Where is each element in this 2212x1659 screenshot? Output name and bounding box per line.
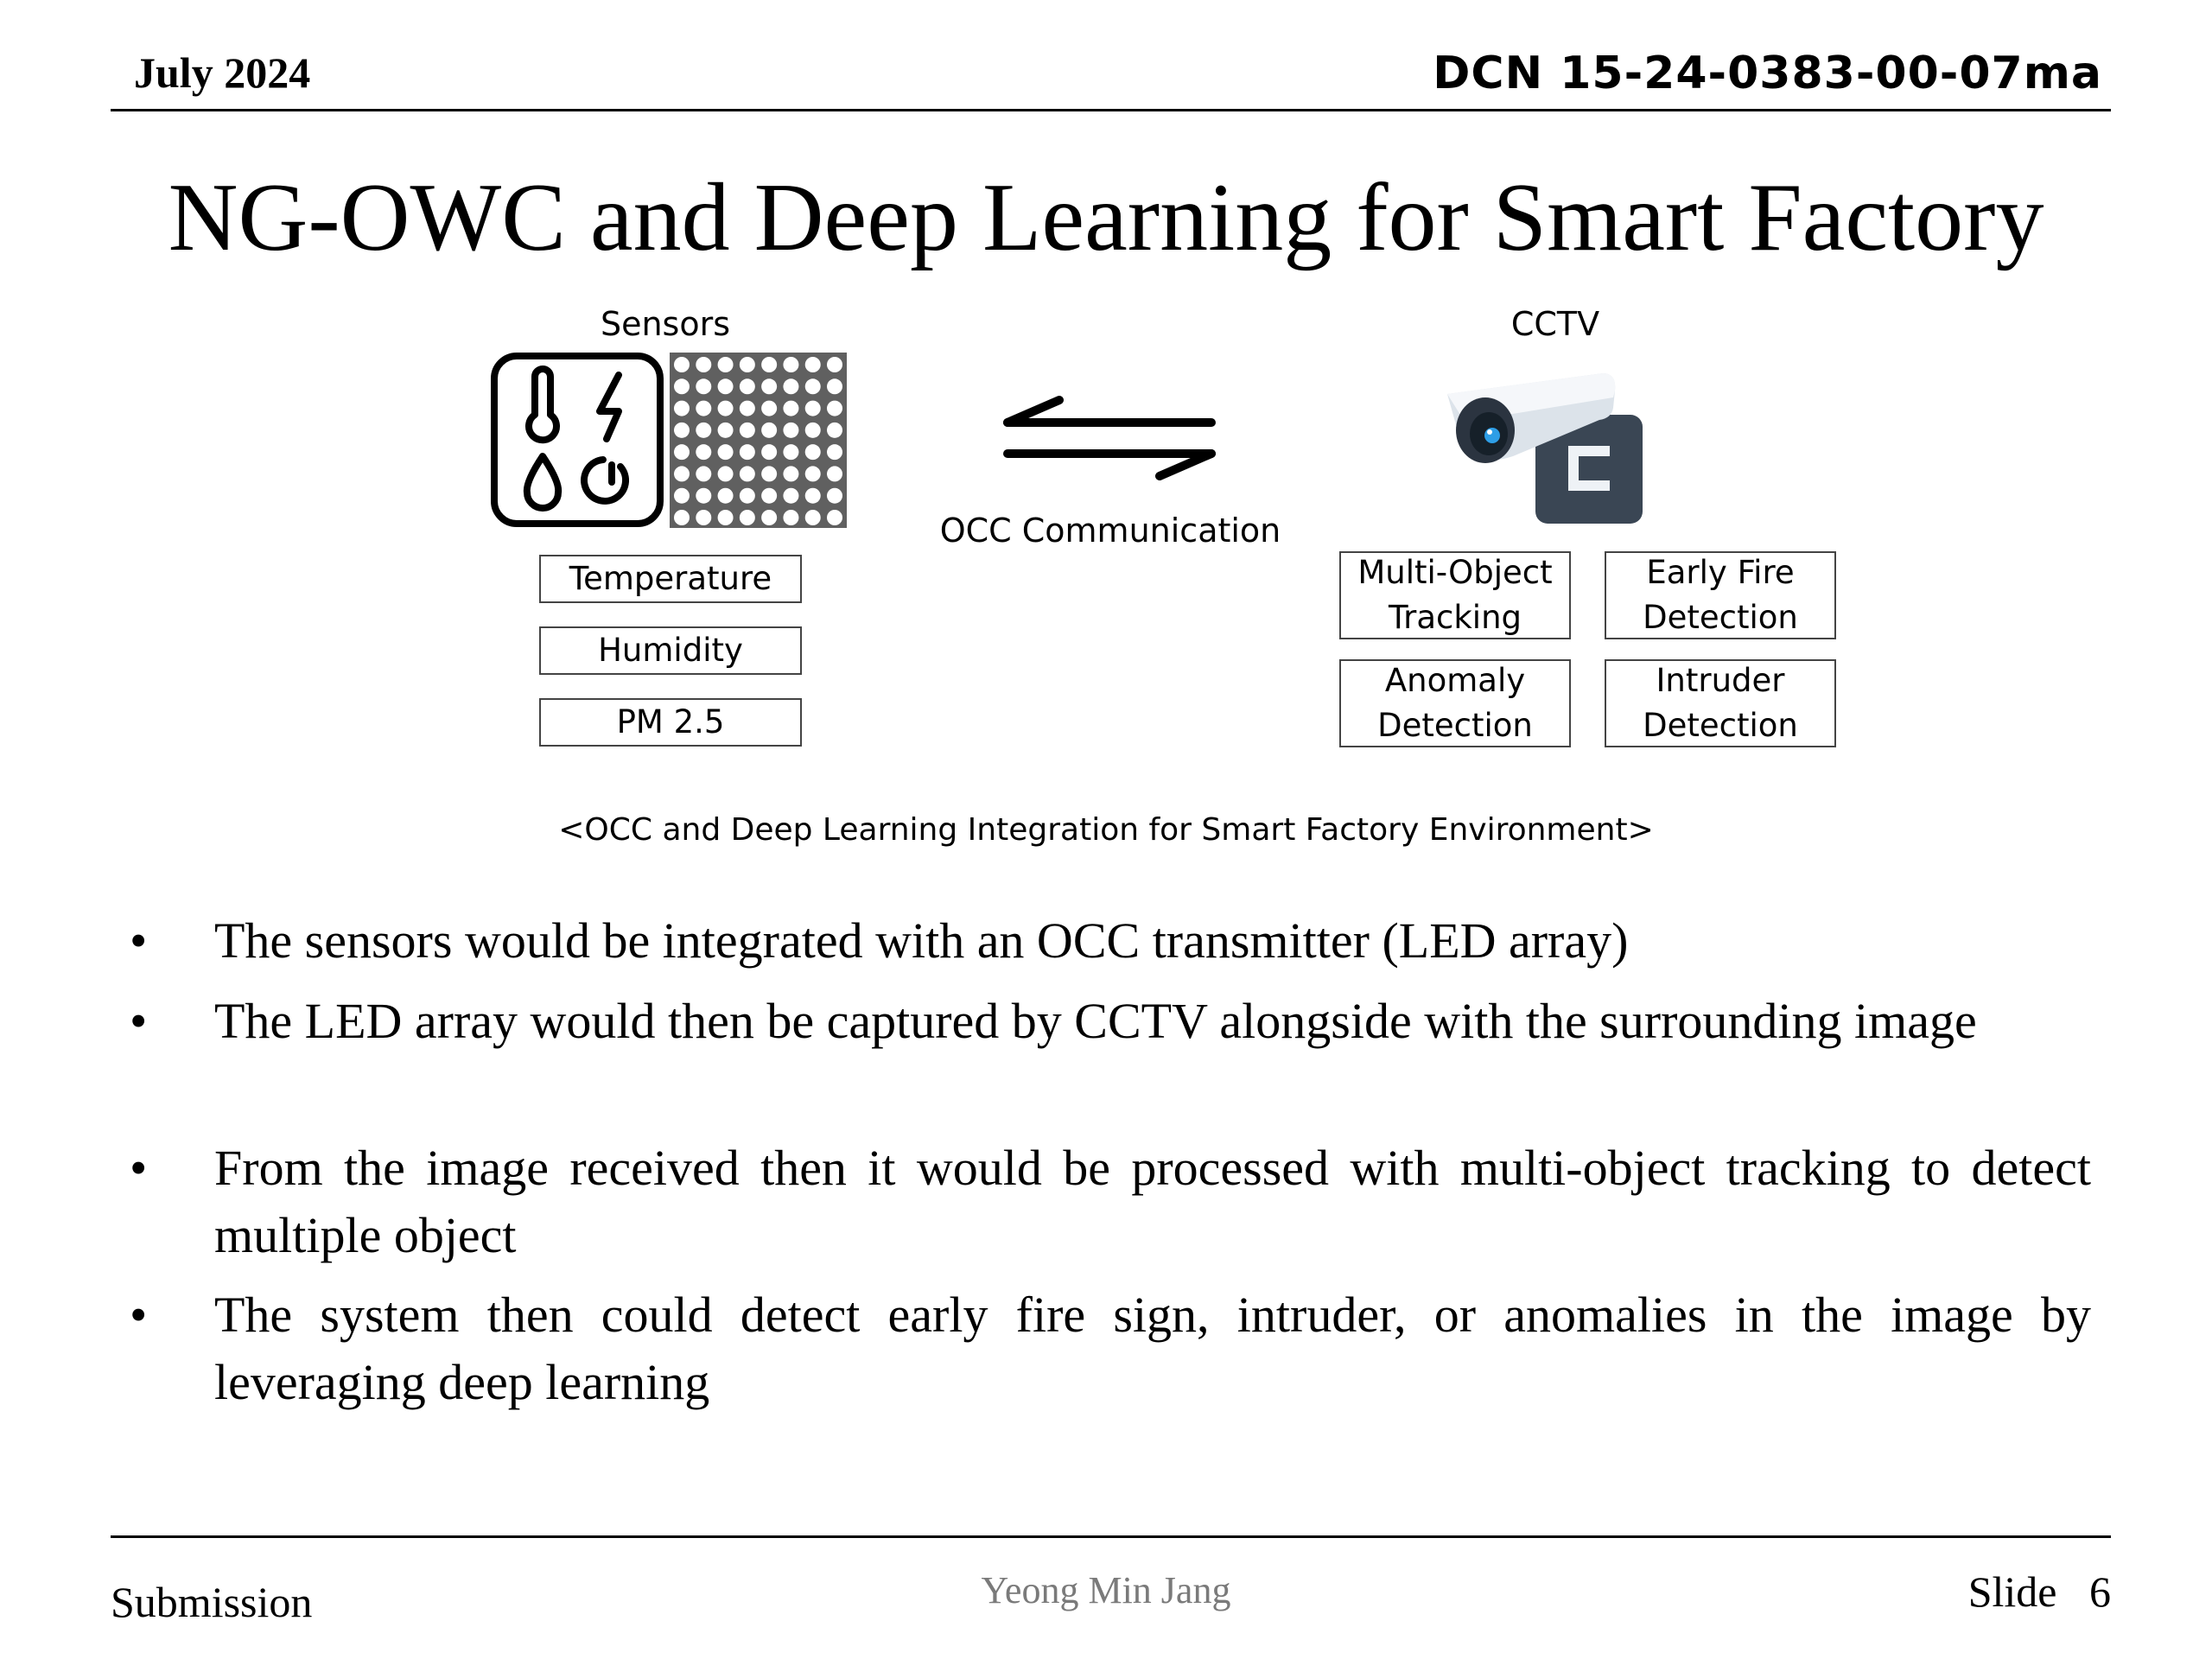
bullet-marker: • bbox=[130, 993, 148, 1049]
header-dcn: DCN 15-24-0383-00-07ma bbox=[1433, 48, 2102, 99]
led-dot bbox=[805, 466, 821, 481]
led-dot bbox=[674, 378, 690, 394]
diagram-caption: <OCC and Deep Learning Integration for Smart Factory Environment> bbox=[558, 812, 1654, 848]
box-line: Detection bbox=[1643, 707, 1798, 744]
footer-author: Yeong Min Jang bbox=[981, 1569, 1231, 1611]
led-dot bbox=[696, 488, 711, 504]
led-dot bbox=[783, 444, 798, 460]
led-dot bbox=[761, 488, 777, 504]
led-dot bbox=[718, 444, 734, 460]
bullet-text: The sensors would be integrated with an OCC transmitter (LED array) bbox=[214, 912, 1629, 969]
box-line: Intruder bbox=[1656, 662, 1785, 699]
sensors-label: Sensors bbox=[600, 305, 731, 343]
led-dot bbox=[740, 378, 755, 394]
bullet-text: From the image received then it would be processed with multi-object tracking to detect multiple object bbox=[214, 1140, 2091, 1263]
bullet-text: The LED array would then be captured by CCTV alongside with the surrounding image bbox=[214, 993, 1977, 1049]
bullet-marker: • bbox=[130, 1140, 148, 1196]
led-dot bbox=[696, 510, 711, 525]
led-dot bbox=[718, 378, 734, 394]
led-dot bbox=[718, 423, 734, 438]
led-dot bbox=[696, 401, 711, 416]
occ-communication-label: OCC Communication bbox=[939, 512, 1281, 550]
box-line: Detection bbox=[1377, 707, 1533, 744]
anomaly-detection-box bbox=[1339, 659, 1571, 747]
led-dot bbox=[805, 423, 821, 438]
led-dot bbox=[674, 488, 690, 504]
header-date: July 2024 bbox=[134, 48, 311, 97]
led-dot bbox=[674, 357, 690, 372]
led-dot bbox=[761, 466, 777, 481]
led-dot bbox=[761, 401, 777, 416]
footer-submission: Submission bbox=[111, 1578, 313, 1626]
intruder-detection-box bbox=[1605, 659, 1836, 747]
led-dot bbox=[783, 401, 798, 416]
led-dot bbox=[783, 510, 798, 525]
led-dot bbox=[783, 378, 798, 394]
bullet-item bbox=[130, 907, 2091, 975]
led-dot bbox=[740, 510, 755, 525]
led-dot bbox=[783, 488, 798, 504]
bullet-marker: • bbox=[130, 1287, 148, 1343]
led-dot bbox=[696, 378, 711, 394]
led-dot bbox=[718, 357, 734, 372]
led-dot bbox=[761, 444, 777, 460]
led-dot bbox=[783, 466, 798, 481]
led-dot bbox=[740, 423, 755, 438]
led-dot bbox=[696, 444, 711, 460]
box-line: Early Fire bbox=[1646, 554, 1795, 591]
led-dot bbox=[805, 444, 821, 460]
led-dot bbox=[761, 378, 777, 394]
bullet-marker: • bbox=[130, 912, 148, 969]
led-dot bbox=[827, 378, 842, 394]
led-dot bbox=[696, 423, 711, 438]
led-dot bbox=[805, 401, 821, 416]
led-dot bbox=[827, 444, 842, 460]
led-dot bbox=[827, 466, 842, 481]
led-dot bbox=[740, 357, 755, 372]
slide-title: NG-OWC and Deep Learning for Smart Factory bbox=[168, 164, 2044, 271]
led-dot bbox=[718, 488, 734, 504]
led-dot bbox=[783, 357, 798, 372]
led-dot bbox=[827, 423, 842, 438]
led-dot bbox=[740, 488, 755, 504]
cctv-camera-icon bbox=[1439, 370, 1650, 525]
led-dot bbox=[740, 466, 755, 481]
led-dot bbox=[674, 423, 690, 438]
bidirectional-arrow-icon bbox=[1002, 393, 1218, 484]
led-dot bbox=[674, 466, 690, 481]
led-dot bbox=[674, 510, 690, 525]
led-dot bbox=[740, 401, 755, 416]
early-fire-detection-box bbox=[1605, 551, 1836, 639]
led-dot bbox=[827, 357, 842, 372]
led-dot bbox=[805, 357, 821, 372]
box-line: Detection bbox=[1643, 599, 1798, 636]
led-dot bbox=[761, 423, 777, 438]
led-dot bbox=[761, 510, 777, 525]
humidity-box: Humidity bbox=[539, 626, 802, 675]
bullet-item bbox=[130, 1135, 2091, 1269]
led-array-icon bbox=[670, 353, 847, 528]
led-dot bbox=[827, 401, 842, 416]
cctv-label: CCTV bbox=[1510, 305, 1600, 343]
led-dot bbox=[696, 357, 711, 372]
header-divider bbox=[111, 109, 2111, 111]
led-dot bbox=[805, 378, 821, 394]
led-dot bbox=[805, 510, 821, 525]
led-dot bbox=[718, 510, 734, 525]
led-dot bbox=[761, 357, 777, 372]
led-dot bbox=[827, 510, 842, 525]
box-line: Tracking bbox=[1388, 599, 1522, 636]
led-dot bbox=[740, 444, 755, 460]
pm25-box: PM 2.5 bbox=[539, 698, 802, 747]
bullet-text: The system then could detect early fire sign, intruder, or anomalies in the image by leveraging deep learning bbox=[214, 1287, 2091, 1410]
led-dot bbox=[674, 444, 690, 460]
bullet-item bbox=[130, 1281, 2091, 1416]
led-dot bbox=[827, 488, 842, 504]
led-dot bbox=[674, 401, 690, 416]
sensor-icon bbox=[491, 353, 664, 527]
led-dot bbox=[783, 423, 798, 438]
box-line: Anomaly bbox=[1384, 662, 1526, 699]
led-dot bbox=[805, 488, 821, 504]
led-dot bbox=[718, 466, 734, 481]
multi-object-tracking-box bbox=[1339, 551, 1571, 639]
temperature-box: Temperature bbox=[539, 555, 802, 603]
footer-divider bbox=[111, 1535, 2111, 1538]
led-dot bbox=[718, 401, 734, 416]
footer-slide-number: Slide 6 bbox=[1967, 1567, 2111, 1616]
bullet-item bbox=[130, 988, 2091, 1055]
led-dot bbox=[696, 466, 711, 481]
box-line: Multi-Object bbox=[1357, 554, 1553, 591]
